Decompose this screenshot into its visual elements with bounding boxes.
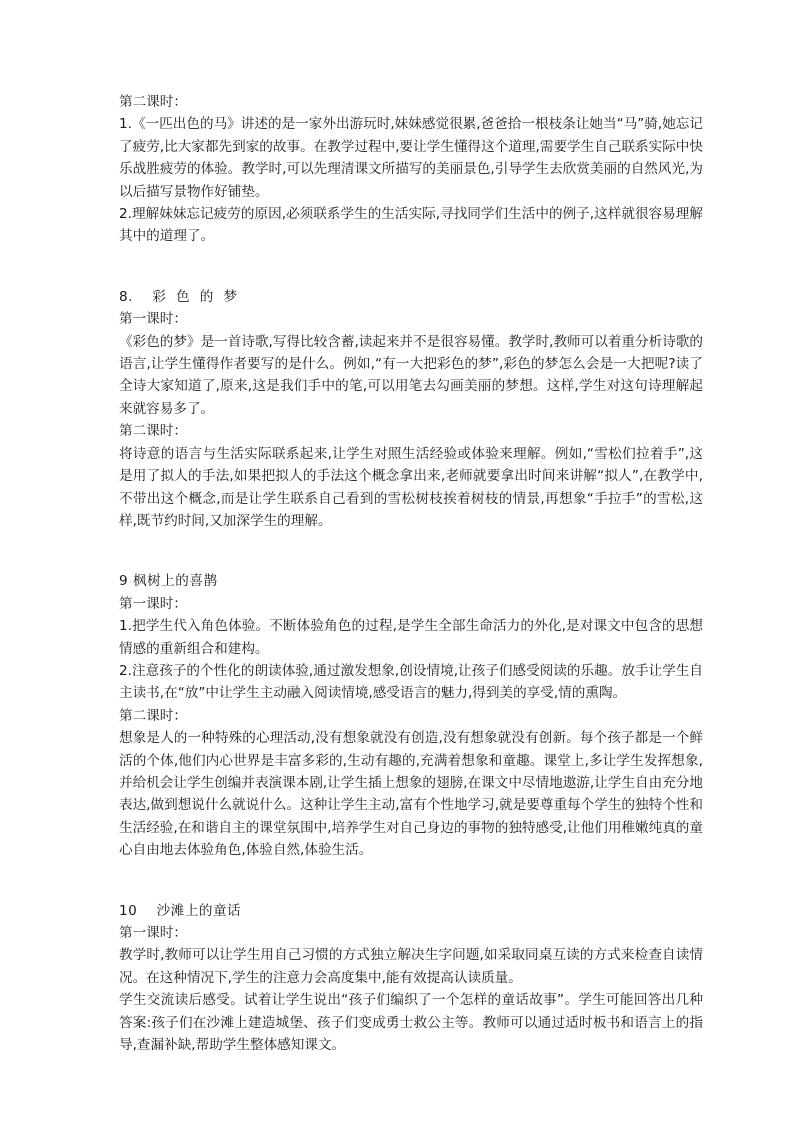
section-title: 9 枫树上的喜鹊	[119, 573, 218, 590]
paragraph: 1.《一匹出色的马》讲述的是一家外出游玩时,妹妹感觉很累,爸爸拾一根枝条让她当“马”骑,她忘记了疲劳,比大家都先到家的故事。在教学过程中,要让学生懂得这个道理,需要学生自己联系实际中快乐战胜疲劳的体验。教学时,可以先理清课文所描写的美丽景色,引导学生去欣赏美丽的自然风光,为以后描写景物作好铺垫。	[119, 116, 703, 200]
paragraph: 第二课时：	[119, 423, 187, 440]
paragraph: 第一课时：	[119, 595, 187, 612]
section-lesson-10	[119, 900, 703, 1057]
paragraph: 第二课时：	[119, 707, 187, 724]
paragraph: 学生交流读后感受。试着让学生说出“孩子们编织了一个怎样的童话故事”。学生可能回答出几种答案:孩子们在沙滩上建造城堡、孩子们变成勇士救公主等。教师可以通过适时板书和语言上的指导,查漏补缺,帮助学生整体感知课文。	[119, 992, 703, 1054]
paragraph: 想象是人的一种特殊的心理活动,没有想象就没有创造,没有想象就没有创新。每个孩子都是一个鲜活的个体,他们内心世界是丰富多彩的,生动有趣的,充满着想象和童趣。课堂上,多让学生发挥想象,并给机会让学生创编并表演课本剧,让学生插上想象的翅膀,在课文中尽情地遨游,让学生自由充分地表达,做到想说什么就说什么。这种让学生主动,富有个性地学习,就是要尊重每个学生的独特个性和生活经验,在和谐自主的课堂氛围中,培养学生对自己身边的事物的独特感受,让他们用稚嫩纯真的童心自由地去体验角色,体验自然,体验生活。	[119, 730, 703, 859]
section-title: 8. 彩 色 的 梦	[119, 288, 238, 305]
section-title: 10 沙滩上的童话	[119, 902, 242, 919]
section-lesson-9	[119, 570, 703, 861]
paragraph: 2.理解妹妹忘记疲劳的原因,必须联系学生的生活实际,寻找同学们生活中的例子,这样就很容易理解其中的道理了。	[119, 206, 703, 245]
paragraph: 1.把学生代入角色体验。不断体验角色的过程,是学生全部生命活力的外化,是对课文中包含的思想情感的重新组合和建构。	[119, 618, 703, 657]
paragraph: 2.注意孩子的个性化的朗读体验,通过激发想象,创设情境,让孩子们感受阅读的乐趣。放手让学生自主读书,在“放”中让学生主动融入阅读情境,感受语言的魅力,得到美的享受,情的熏陶。	[119, 662, 703, 702]
paragraph: 将诗意的语言与生活实际联系起来,让学生对照生活经验或体验来理解。例如,“雪松们拉着手”,这是用了拟人的手法,如果把拟人的手法这个概念拿出来,老师就要拿出时间来讲解“拟人”,在教学中,不带出这个概念,而是让学生联系自己看到的雪松树枝挨着树枝的情景,再想象“手拉手”的雪松,这样,既节约时间,又加深学生的理解。	[119, 445, 703, 529]
paragraph: 第二课时：	[119, 94, 187, 110]
section-lesson-8	[119, 286, 703, 532]
section-lesson-7	[119, 91, 703, 248]
paragraph: 《彩色的梦》是一首诗歌,写得比较含蓄,读起来并不是很容易懂。教学时,教师可以着重分析诗歌的语言,让学生懂得作者要写的是什么。例如,“有一大把彩色的梦”,彩色的梦怎么会是一大把呢?读了全诗大家知道了,原来,这是我们手中的笔,可以用笔去勾画美丽的梦想。这样,学生对这句诗理解起来就容易多了。	[119, 333, 703, 417]
paragraph: 第一课时：	[119, 311, 187, 328]
paragraph: 教学时,教师可以让学生用自己习惯的方式独立解决生字问题,如采取同桌互读的方式来检查自读情况。在这种情况下,学生的注意力会高度集中,能有效提高认读质量。	[119, 947, 703, 986]
paragraph: 第一课时：	[119, 925, 187, 941]
